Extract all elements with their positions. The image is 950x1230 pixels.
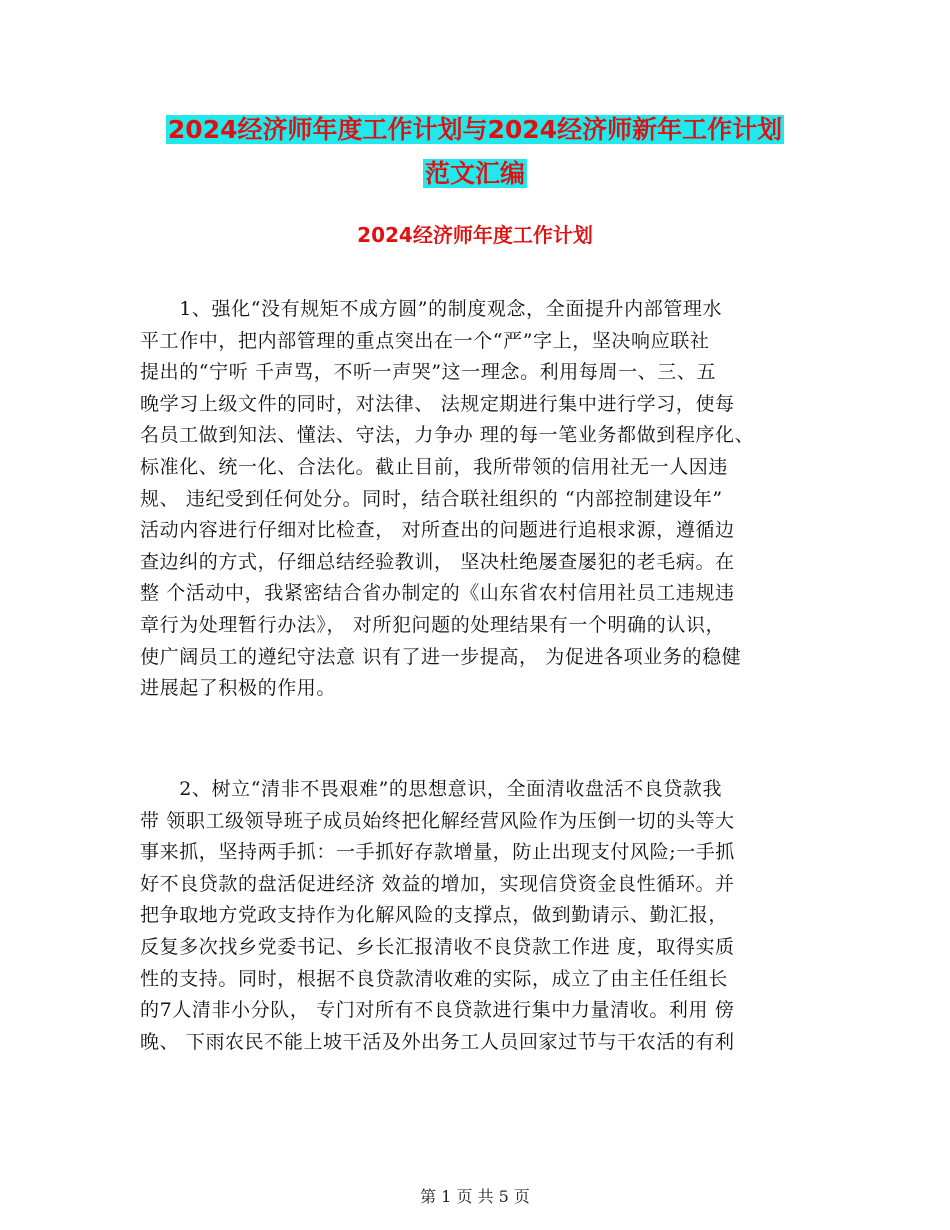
section-heading: 2024经济师年度工作计划 bbox=[357, 223, 593, 247]
paragraph-line: 晚学习上级文件的同时，对法律、 法规定期进行集中进行学习，使每 bbox=[140, 392, 735, 415]
document-title-line-1 bbox=[0, 112, 950, 148]
paragraph-line: 标准化、统一化、合法化。截止目前，我所带领的信用社无一人因违 bbox=[140, 455, 729, 478]
paragraph-2 bbox=[140, 774, 820, 1058]
paragraph-line: 名员工做到知法、懂法、守法，力争办 理的每一笔业务都做到程序化、 bbox=[140, 424, 755, 447]
document-title-line-2 bbox=[0, 156, 950, 192]
document-title-text-2: 范文汇编 bbox=[424, 159, 525, 188]
paragraph-line: 进展起了积极的作用。 bbox=[140, 677, 337, 700]
paragraph-line: 2、树立“清非不畏艰难”的思想意识，全面清收盘活不良贷款我 bbox=[140, 778, 723, 800]
paragraph-1 bbox=[140, 294, 820, 705]
paragraph-line: 好不良贷款的盘活促进经济 效益的增加，实现信贷资金良性循环。并 bbox=[140, 872, 735, 895]
paragraph-line: 使广阔员工的遵纪守法意 识有了进一步提高， 为促进各项业务的稳健 bbox=[140, 645, 742, 668]
paragraph-line: 章行为处理暂行办法》， 对所犯问题的处理结果有一个明确的认识， bbox=[140, 613, 726, 636]
paragraph-line: 性的支持。同时，根据不良贷款清收难的实际，成立了由主任任组长 bbox=[140, 967, 729, 990]
paragraph-line: 带 领职工级领导班子成员始终把化解经营风险作为压倒一切的头等大 bbox=[140, 809, 735, 832]
paragraph-line: 反复多次找乡党委书记、乡长汇报清收不良贷款工作进 度，取得实质 bbox=[140, 935, 735, 958]
paragraph-line: 整 个活动中，我紧密结合省办制定的《山东省农村信用社员工违规违 bbox=[140, 582, 735, 605]
paragraph-line: 查边纠的方式，仔细总结经验教训， 坚决杜绝屡查屡犯的老毛病。在 bbox=[140, 550, 735, 573]
paragraph-line: 1、强化“没有规矩不成方圆”的制度观念，全面提升内部管理水 bbox=[140, 298, 723, 320]
paragraph-line: 规、 违纪受到任何处分。同时，结合联社组织的 “内部控制建设年” bbox=[140, 487, 723, 510]
paragraph-line: 的7人清非小分队， 专门对所有不良贷款进行集中力量清收。利用 傍 bbox=[140, 999, 735, 1022]
paragraph-line: 平工作中，把内部管理的重点突出在一个“严”字上，坚决响应联社 bbox=[140, 329, 710, 352]
paragraph-line: 提出的“宁听 千声骂，不听一声哭”这一理念。利用每周一、三、五 bbox=[140, 361, 717, 384]
paragraph-line: 活动内容进行仔细对比检查， 对所查出的问题进行追根求源，遵循边 bbox=[140, 519, 735, 542]
document-title-text-1: 2024经济师年度工作计划与2024经济师新年工作计划 bbox=[167, 115, 783, 144]
page-footer: 第 1 页 共 5 页 bbox=[420, 1187, 530, 1206]
paragraph-line: 事来抓，坚持两手抓：一手抓好存款增量，防止出现支付风险;一手抓 bbox=[140, 841, 736, 864]
paragraph-line: 把争取地方党政支持作为化解风险的支撑点，做到勤请示、勤汇报， bbox=[140, 904, 729, 927]
paragraph-line: 晚、 下雨农民不能上坡干活及外出务工人员回家过节与干农活的有利 bbox=[140, 1030, 735, 1053]
